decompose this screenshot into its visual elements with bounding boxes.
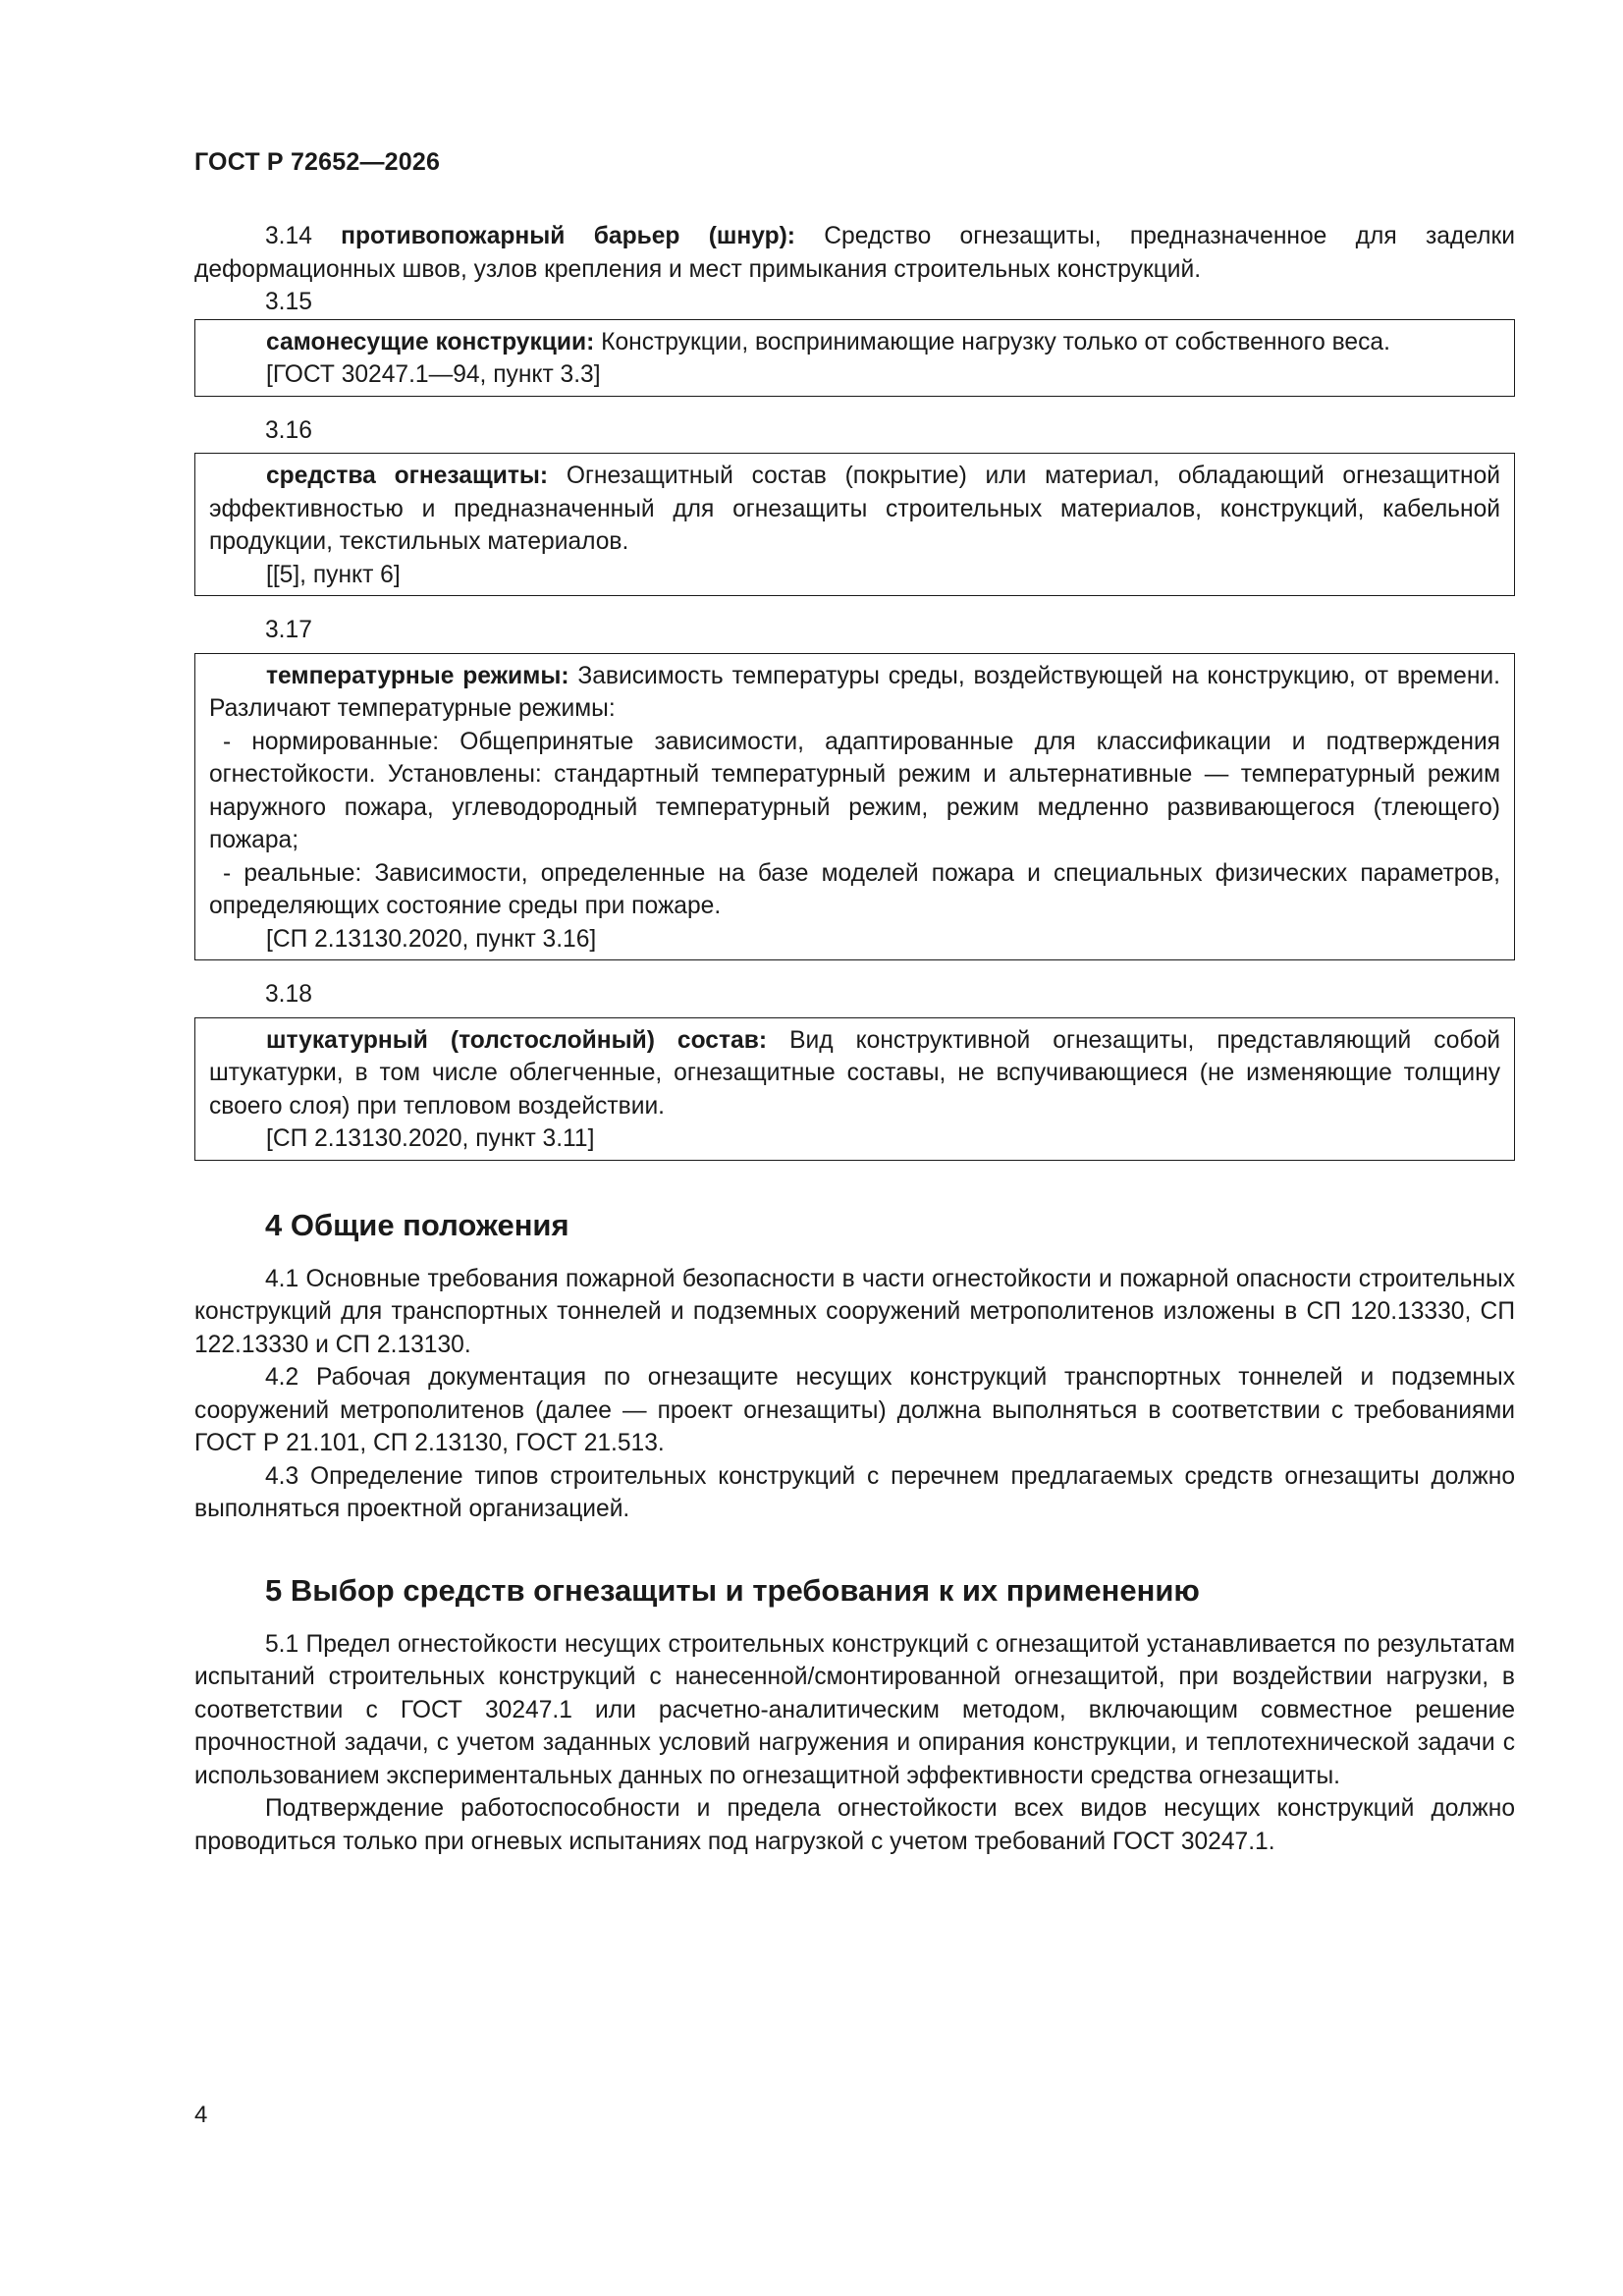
- term-definition: Вид конструктивной огнезащиты, представляющий собой штукатурки, в том числе облегченные, огнезащитные составы, не вспучивающиеся (не изменяющие толщину своего слоя) при тепловом воздействии.: [209, 1026, 1500, 1120]
- term-name: самонесущие конструкции:: [266, 328, 595, 355]
- term-number-3-16: 3.16: [265, 416, 312, 444]
- term-name: температурные режимы:: [266, 662, 569, 689]
- section-5-title: 5 Выбор средств огнезащиты и требования к их применению: [265, 1572, 1200, 1608]
- term-name: противопожарный барьер (шнур):: [341, 223, 795, 249]
- paragraph-5-1: 5.1 Предел огнестойкости несущих строительных конструкций с огнезащитой устанавливается по результатам испытаний строительных конструкций с нанесенной/смонтированной огнезащитой, при воздействии нагрузки, в соответствии с ГОСТ 30247.1 или расчетно-аналитическим методом, включающим совместное решение прочностной задачи, с учетом заданных условий нагружения и опирания конструкции, и теплотехнической задачи с использованием экспериментальных данных по огнезащитной эффективности средства огнезащиты.: [194, 1630, 1515, 1789]
- term-box-3-18: [194, 1017, 1515, 1161]
- term-reference: [[5], пункт 6]: [266, 561, 401, 588]
- paragraph-5-1-cont: Подтверждение работоспособности и предела огнестойкости всех видов несущих конструкций должно проводиться только при огневых испытаниях под нагрузкой с учетом требований ГОСТ 30247.1.: [194, 1795, 1515, 1855]
- term-name: средства огнезащиты:: [266, 463, 549, 489]
- paragraph-4-2: 4.2 Рабочая документация по огнезащите несущих конструкций транспортных тоннелей и подземных сооружений метрополитенов (далее — проект огнезащиты) должна выполняться в соответствии с требованиями ГОСТ Р 21.101, СП 2.13130, ГОСТ 21.513.: [194, 1364, 1515, 1456]
- term-box-3-17: [194, 653, 1515, 961]
- term-number-3-18: 3.18: [265, 981, 312, 1008]
- section-4-title: 4 Общие положения: [265, 1207, 569, 1242]
- paragraph-4-3: 4.3 Определение типов строительных конструкций с перечнем предлагаемых средств огнезащиты должно выполняться проектной организацией.: [194, 1462, 1515, 1522]
- term-number-3-15: 3.15: [265, 289, 312, 315]
- document-body: [194, 220, 1515, 1858]
- term-reference: [ГОСТ 30247.1—94, пункт 3.3]: [266, 361, 601, 388]
- term-reference: [СП 2.13130.2020, пункт 3.11]: [266, 1125, 595, 1152]
- term-definition: Зависимость температуры среды, воздействующей на конструкцию, от времени. Различают температурные режимы:: [209, 662, 1501, 722]
- term-text: [209, 326, 1500, 359]
- term-text: [209, 460, 1500, 559]
- term-reference: [СП 2.13130.2020, пункт 3.16]: [266, 925, 597, 953]
- term-number: 3.14: [265, 223, 312, 249]
- term-definition: Конструкции, воспринимающие нагрузку только от собственного веса.: [594, 328, 1390, 355]
- page-number: 4: [194, 2102, 208, 2128]
- term-list-item: - нормированные: Общепринятые зависимости, адаптированные для классификации и подтверждения огнестойкости. Установлены: стандартный температурный режим и альтернативные — температурный режим наружного пожара, углеводородный температурный режим, режим медленно развивающегося (тлеющего) пожара;: [209, 728, 1500, 853]
- term-3-14: [194, 220, 1515, 286]
- term-text: [209, 1024, 1500, 1123]
- term-text: [209, 660, 1500, 726]
- term-definition: Огнезащитный состав (покрытие) или материал, обладающий огнезащитной эффективностью и предназначенный для огнезащиты строительных материалов, конструкций, кабельной продукции, текстильных материалов.: [209, 463, 1500, 555]
- term-box-3-16: [194, 453, 1515, 596]
- paragraph-4-1: 4.1 Основные требования пожарной безопасности в части огнестойкости и пожарной опасности строительных конструкций для транспортных тоннелей и подземных сооружений метрополитенов изложены в СП 120.13330, СП 122.13330 и СП 2.13130.: [194, 1265, 1515, 1358]
- term-number-3-17: 3.17: [265, 617, 312, 643]
- term-name: штукатурный (толстослойный) состав:: [266, 1026, 768, 1054]
- term-list-item: - реальные: Зависимости, определенные на базе моделей пожара и специальных физических параметров, определяющих состояние среды при пожаре.: [209, 859, 1500, 919]
- term-definition: Средство огнезащиты, предназначенное для заделки деформационных швов, узлов крепления и мест примыкания строительных конструкций.: [194, 223, 1515, 283]
- document-header: ГОСТ Р 72652—2026: [194, 148, 441, 176]
- term-box-3-15: [194, 319, 1515, 397]
